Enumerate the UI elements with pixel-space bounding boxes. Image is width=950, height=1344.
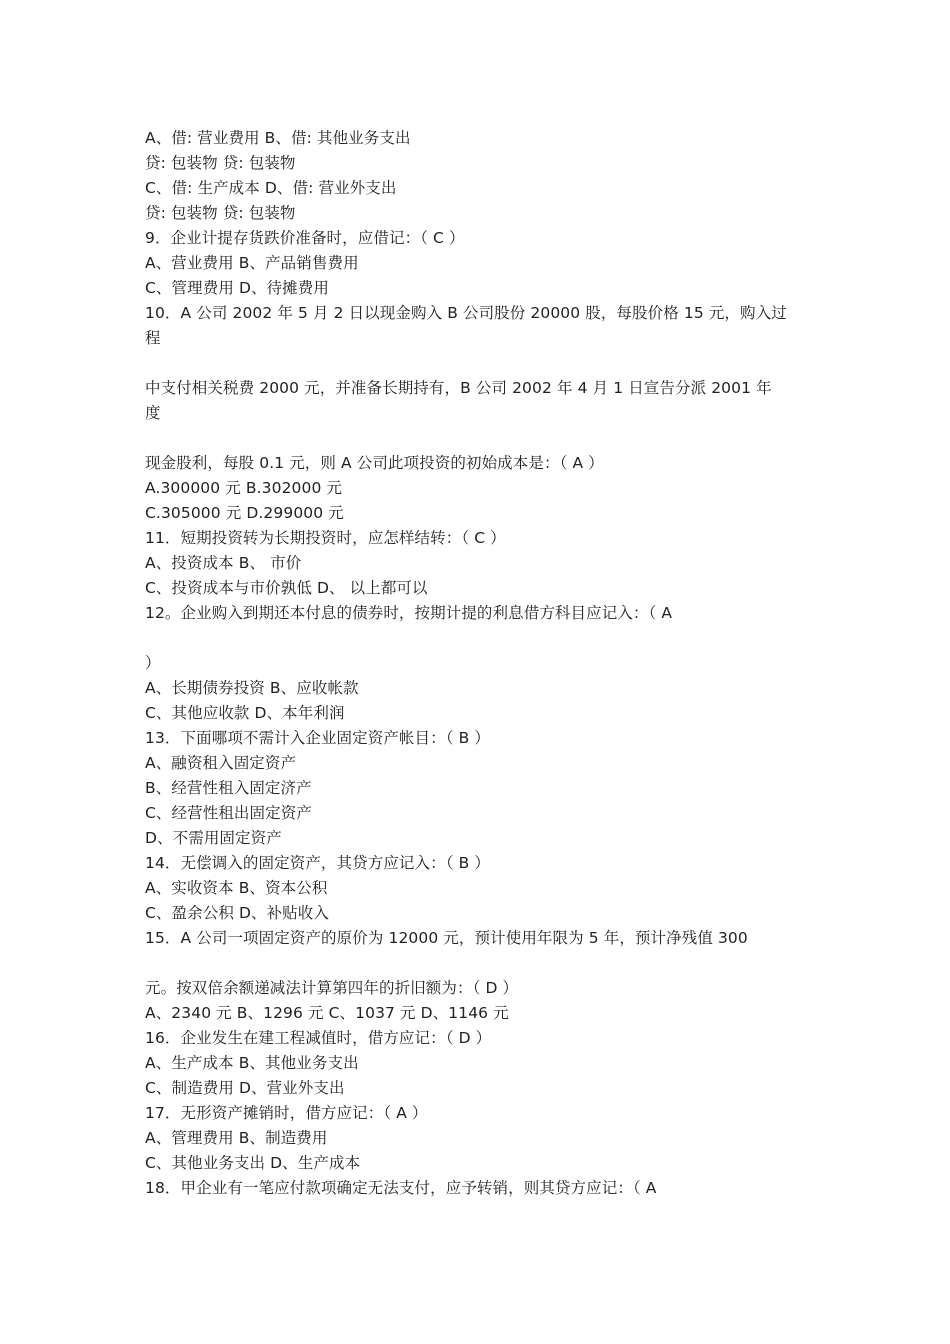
text-line: 17．无形资产摊销时，借方应记：（ A ） (145, 1104, 428, 1122)
text-line: C、其他应收款 D、本年利润 (145, 704, 345, 722)
blank-line (145, 626, 825, 651)
text-line: A、投资成本 B、 市价 (145, 554, 302, 572)
text-line: 程 (145, 329, 161, 347)
text-line: A、管理费用 B、制造费用 (145, 1129, 328, 1147)
text-line: A、长期债券投资 B、应收帐款 (145, 679, 359, 697)
text-line: 度 (145, 404, 161, 422)
text-line: C、其他业务支出 D、生产成本 (145, 1154, 361, 1172)
text-line: C、制造费用 D、营业外支出 (145, 1079, 345, 1097)
text-line: A.300000 元 B.302000 元 (145, 479, 343, 497)
text-line: 18．甲企业有一笔应付款项确定无法支付，应予转销，则其贷方应记：（ A (145, 1179, 657, 1197)
text-line: A、2340 元 B、1296 元 C、1037 元 D、1146 元 (145, 1004, 509, 1022)
text-line: C.305000 元 D.299000 元 (145, 504, 344, 522)
text-line: 贷: 包装物 贷: 包装物 (145, 204, 296, 222)
text-line: 贷: 包装物 贷: 包装物 (145, 154, 296, 172)
text-line: 9．企业计提存货跌价准备时，应借记：（ C ） (145, 229, 465, 247)
text-line: 16．企业发生在建工程减值时，借方应记：（ D ） (145, 1029, 492, 1047)
text-line: C、盈余公积 D、补贴收入 (145, 904, 329, 922)
text-line: C、借: 生产成本 D、借: 营业外支出 (145, 179, 397, 197)
blank-line (145, 351, 825, 376)
text-line: 15．A 公司一项固定资产的原价为 12000 元，预计使用年限为 5 年，预计净残值 300 (145, 929, 748, 947)
text-line: C、经营性租出固定资产 (145, 804, 312, 822)
blank-line (145, 951, 825, 976)
text-line: 10．A 公司 2002 年 5 月 2 日以现金购入 B 公司股份 20000 股，每股价格 15 元，购入过 (145, 304, 787, 322)
text-line: D、不需用固定资产 (145, 829, 282, 847)
text-line: A、生产成本 B、其他业务支出 (145, 1054, 359, 1072)
text-line: 12。企业购入到期还本付息的债券时，按期计提的利息借方科目应记入：（ A (145, 604, 673, 622)
text-line: 14．无偿调入的固定资产，其贷方应记入：（ B ） (145, 854, 490, 872)
text-line: ） (145, 654, 161, 672)
text-line: 11．短期投资转为长期投资时，应怎样结转：（ C ） (145, 529, 506, 547)
text-line: 13．下面哪项不需计入企业固定资产帐目：（ B ） (145, 729, 490, 747)
text-line: A、营业费用 B、产品销售费用 (145, 254, 359, 272)
blank-line (145, 426, 825, 451)
text-line: 现金股利，每股 0.1 元，则 A 公司此项投资的初始成本是：（ A ） (145, 454, 604, 472)
text-line: C、投资成本与市价孰低 D、 以上都可以 (145, 579, 428, 597)
text-line: C、管理费用 D、待摊费用 (145, 279, 329, 297)
text-line: 元。按双倍余额递减法计算第四年的折旧额为：（ D ） (145, 979, 519, 997)
text-line: A、融资租入固定资产 (145, 754, 297, 772)
text-line: A、借: 营业费用 B、借: 其他业务支出 (145, 129, 411, 147)
text-line: 中支付相关税费 2000 元，并准备长期持有，B 公司 2002 年 4 月 1 日宣告分派 2001 年 (145, 379, 772, 397)
document-body (145, 126, 825, 1201)
text-line: B、经营性租入固定济产 (145, 779, 312, 797)
text-line: A、实收资本 B、资本公积 (145, 879, 328, 897)
